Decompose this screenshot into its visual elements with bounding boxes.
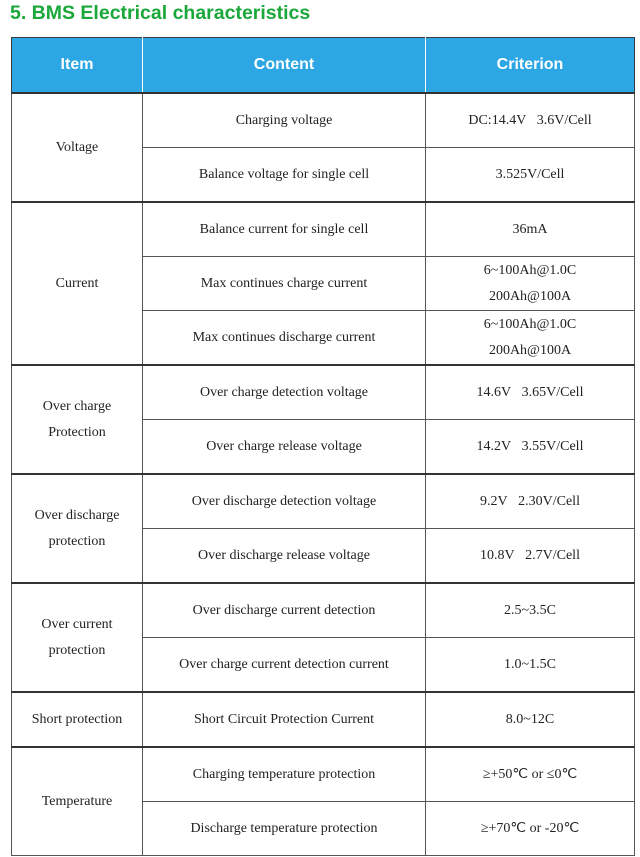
criterion-value: 14.6V 3.65V/Cell [476, 384, 584, 400]
table-group [12, 202, 635, 365]
content-cell: Over discharge release voltage [143, 529, 426, 584]
table-group [12, 474, 635, 583]
table-row [12, 365, 635, 420]
item-label: Over discharge [34, 507, 120, 523]
table-row [12, 474, 635, 529]
content-cell: Balance current for single cell [143, 202, 426, 257]
criterion-cell [426, 365, 635, 420]
criterion-value: 2.5~3.5C [504, 602, 556, 618]
criterion-cell [426, 638, 635, 693]
criterion-cell [426, 311, 635, 366]
criterion-value: 10.8V 2.7V/Cell [480, 547, 580, 563]
content-cell: Max continues discharge current [143, 311, 426, 366]
criterion-value: 14.2V 3.55V/Cell [476, 438, 584, 454]
item-cell [12, 747, 143, 856]
criterion-cell [426, 692, 635, 747]
criterion-value: 8.0~12C [505, 711, 555, 727]
criterion-value: 1.0~1.5C [504, 656, 556, 672]
criterion-cell [426, 202, 635, 257]
criterion-value: DC:14.4V 3.6V/Cell [468, 112, 592, 128]
criterion-cell [426, 474, 635, 529]
item-cell [12, 202, 143, 365]
criterion-cell [426, 747, 635, 802]
table-group [12, 365, 635, 474]
content-cell: Discharge temperature protection [143, 802, 426, 856]
content-cell: Over discharge current detection [143, 583, 426, 638]
criterion-value: ≥+70℃ or -20℃ [480, 820, 580, 836]
item-label: Temperature [41, 793, 113, 809]
content-cell: Charging voltage [143, 93, 426, 148]
table-row [12, 692, 635, 747]
criterion-cell [426, 148, 635, 203]
criterion-cell [426, 257, 635, 311]
column-header-criterion: Criterion [426, 38, 635, 94]
criterion-value: 200Ah@100A [488, 288, 572, 304]
item-cell [12, 692, 143, 747]
table-group [12, 93, 635, 202]
item-cell [12, 93, 143, 202]
content-cell: Charging temperature protection [143, 747, 426, 802]
item-label: Over charge [42, 398, 112, 414]
criterion-value: 6~100Ah@1.0C [483, 316, 577, 332]
content-cell: Max continues charge current [143, 257, 426, 311]
table-group [12, 747, 635, 856]
content-cell: Balance voltage for single cell [143, 148, 426, 203]
content-cell: Over charge release voltage [143, 420, 426, 475]
criterion-cell [426, 420, 635, 475]
criterion-cell [426, 802, 635, 856]
column-header-item: Item [12, 38, 143, 94]
content-cell: Over charge current detection current [143, 638, 426, 693]
section-heading: 5. BMS Electrical characteristics [10, 2, 311, 24]
criterion-value: ≥+50℃ or ≤0℃ [482, 766, 578, 782]
item-label: protection [48, 533, 106, 549]
criterion-value: 3.525V/Cell [495, 166, 565, 182]
column-header-content: Content [143, 38, 426, 94]
item-label: Current [55, 275, 99, 291]
criterion-value: 200Ah@100A [488, 342, 572, 358]
item-cell [12, 583, 143, 692]
item-cell [12, 474, 143, 583]
content-cell: Short Circuit Protection Current [143, 692, 426, 747]
table-header-row [12, 38, 635, 94]
criterion-value: 6~100Ah@1.0C [483, 262, 577, 278]
content-cell: Over discharge detection voltage [143, 474, 426, 529]
item-label: Voltage [55, 139, 99, 155]
criterion-cell [426, 583, 635, 638]
criterion-value: 36mA [512, 221, 548, 237]
criterion-value: 9.2V 2.30V/Cell [480, 493, 580, 509]
content-cell: Over charge detection voltage [143, 365, 426, 420]
table-group [12, 583, 635, 692]
item-label: Over current [41, 616, 113, 632]
criterion-cell [426, 529, 635, 584]
table-row [12, 202, 635, 257]
table-group [12, 692, 635, 747]
table-row [12, 93, 635, 148]
item-label: protection [48, 642, 106, 658]
item-label: Protection [48, 424, 106, 440]
item-cell [12, 365, 143, 474]
table-row [12, 747, 635, 802]
table-row [12, 583, 635, 638]
bms-characteristics-table [11, 37, 635, 856]
item-label: Short protection [31, 711, 123, 727]
criterion-cell [426, 93, 635, 148]
